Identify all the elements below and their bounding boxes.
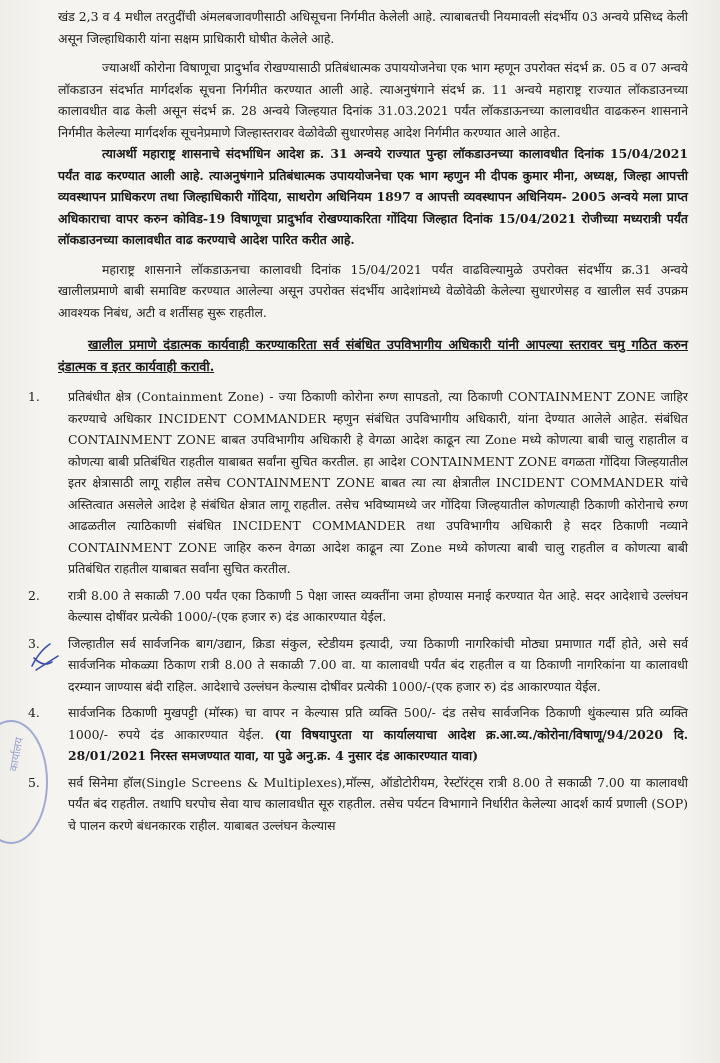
list-item — [28, 585, 688, 628]
item-number: 2. — [28, 587, 40, 603]
paragraph-intro: खंड 2,3 व 4 मधील तरतुदींची अंमलबजावणीसाठी अधिसूचना निर्गमीत केलेली आहे. त्याबाबतची नियमावली संदर्भीय 03 अन्वये प्रसिध्द केली असून जिल्हाधिकारी यांना सक्षम प्राधिकारी घोषीत केलेले आहे. — [58, 9, 688, 46]
item-bold-text: (या विषयापुरता या कार्यालयाचा आदेश क्र.आ.व्य./कोरोना/विषाणू/94/2020 दि. 28/01/2021 निरस्त समजण्यात यावा, या पुढे अनु.क्र. 4 नुसार दंड आकारण्यात यावा) — [68, 726, 689, 763]
paragraph-order: त्याअर्थी महाराष्ट्र शासनाचे संदर्भाधिन आदेश क्र. 31 अन्वये राज्यात पुन्हा लॉकडाउनच्या कालावधीत दिनांक 15/04/2021 पर्यंत वाढ करण्यात आली आहे. त्याअनुषंगाने प्रतिबंधात्मक उपाययोजनेचा एक भाग म्हणुन मी दीपक कुमार मीना, अध्यक्ष, जिल्हा आपत्ती व्यवस्थापन प्राधिकरण तथा जिल्हाधिकारी गोंदिया, साथरोग अधिनियम 1897 व आपत्ती व्यवस्थापन अधिनियम- 2005 अन्वये मला प्राप्त अधिकाराचा वापर करुन कोविड-19 विषाणूचा प्रादुर्भाव रोखण्याकरिता गोंदिया जिल्हात दिनांक 15/04/2021 रोजीच्या मध्यरात्री पर्यंत लॉकडाउनच्या कालावधीत वाढ करण्याचे आदेश पारित करीत आहे. — [58, 146, 688, 247]
item-text: सर्व सिनेमा हॉल(Single Screens & Multiplexes),मॉल्स, ऑडोटोरीयम, रेस्टॉरंट्स रात्री 8.00 ते सकाळी 7.00 या कालावधी पर्यंत बंद राहतील. तथापि घरपोच सेवा याच कालावधीत सूरु राहतील. तसेच पर्यटन विभागाने निर्धारीत केलेल्या आदर्श कार्य प्रणाली (SOP) चे पालन करणे बंधनकारक राहील. याबाबत उल्लंघन केल्यास — [68, 774, 688, 833]
paragraph-extension: महाराष्ट्र शासनाने लॉकडाऊनचा कालावधी दिनांक 15/04/2021 पर्यंत वाढविल्यामुळे उपरोक्त संदर्भीय क्र.31 अन्वये खालीलप्रमाणे बाबी समाविष्ट करण्यात आलेल्या असून उपरोक्त संदर्भीय आदेशांमध्ये वेळोवेळी केलेल्या सुधारणेसह व खालील सर्व उपक्रम आवश्यक निबंध, अटी व शर्तीसह सुरू राहतील. — [58, 261, 688, 320]
list-item — [28, 702, 689, 767]
item-number: 3. — [28, 635, 40, 651]
item-text: प्रतिबंधीत क्षेत्र (Containment Zone) - ज्या ठिकाणी कोरोना रुग्ण सापडतो, त्या ठिकाणी CONTAINMENT ZONE जाहिर करण्याचे अधिकार INCIDENT COMMANDER म्हणुन संबंधित उपविभागीय अधिकारी, यांना देण्यात आलेले आहेत. संबंधित CONTAINMENT ZONE बाबत उपविभागीय अधिकारी हे वेगळा आदेश काढून त्या Zone मध्ये कोणत्या बाबी चालु राहातील व कोणत्या बाबी प्रतिबंधित राहतील याबाबत सर्वांना सुचित करतील. हा आदेश CONTAINMENT ZONE वगळता गोंदिया जिल्हयातील इतर क्षेत्रासाठी लागू राहील तसेच CONTAINMENT ZONE बाबत त्या त्या क्षेत्रातील INCIDENT COMMANDER यांचे अस्तित्वात असलेले आदेश हे संबंधित क्षेत्रात लागू राहतील. तसेच भविष्यामध्ये जर गोंदिया जिल्हयातील कोणत्याही ठिकाणी कोरोनाचे रुग्ण आढळतील त्याठिकाणी संबंधित INCIDENT COMMANDER तथा उपविभागीय अधिकारी हे सदर ठिकाणी नव्याने CONTAINMENT ZONE जाहिर करुन वेगळा आदेश काढून त्या Zone मध्ये कोणत्या बाबी चालु राहतील व कोणत्या बाबी प्रतिबंधित राहतील याबाबत सर्वांना सुचित करतील. — [68, 389, 688, 576]
item-number: 4. — [28, 705, 40, 720]
list-item — [28, 386, 688, 580]
document-body — [28, 6, 689, 841]
section-heading: खालील प्रमाणे दंडात्मक कार्यवाही करण्याकरिता सर्व संबंधित उपविभागीय अधिकारी यांनी आपल्या स्तरावर चमु गठित करुन दंडात्मक व इतर कार्यवाही करावी. — [58, 338, 688, 375]
list-item — [28, 772, 688, 837]
item-text: सार्वजनिक ठिकाणी मुखपट्टी (मॉस्क) चा वापर न केल्यास प्रति व्यक्ति 500/- दंड तसेच सार्वजनिक ठिकाणी थुंकल्यास प्रति व्यक्ति 1000/- रुपये दंड आकारण्यात येईल. — [68, 705, 688, 742]
order-items-list — [28, 386, 689, 836]
item-text: जिल्हातील सर्व सार्वजनिक बाग/उद्यान, क्रिडा संकुल, स्टेडीयम इत्यादी, ज्या ठिकाणी नागरिकांची मोठ्या प्रमाणात गर्दी होते, असे सर्व सार्वजनिक मोकळ्या ठिकाण रात्री 8.00 ते सकाळी 7.00 वा. या कालावधी पर्यंत बंद राहतील व या ठिकाणी नागरिकांना या कालावधी दरम्यान जाण्यास बंदी राहिल. आदेशाचे उल्लंघन केल्यास दोषींवर प्रत्येकी 1000/-(एक हजार रु) दंड आकारण्यात येईल. — [68, 635, 688, 694]
list-item — [28, 633, 688, 698]
paragraph-whereas: ज्याअर्थी कोरोना विषाणूचा प्रादुर्भाव रोखण्यासाठी प्रतिबंधात्मक उपाययोजनेचा एक भाग म्हणून उपरोक्त संदर्भ क्र. 05 व 07 अन्वये लॉकडाउन संदर्भात मार्गदर्शक सूचना निर्गमीत करण्यात आली आहे. त्याअनुषंगाने संदर्भ क्र. 11 अन्वये महाराष्ट्र राज्यात लॉकडाउनच्या कालावधीत वाढ केली असून संदर्भ क्र. 28 अन्वये जिल्हयात दिनांक 31.03.2021 पर्यंत लॉकडाऊनच्या कालावधीत वाढकरुन शासनाने निर्गमीत केलेल्या मार्गदर्शक सूचनेप्रमाणे जिल्हास्तरावर वेळोवेळी सुधारणेसह आदेश निर्गमीत करण्यात आले आहेत. — [58, 60, 688, 140]
item-text: रात्री 8.00 ते सकाळी 7.00 पर्यंत एका ठिकाणी 5 पेक्षा जास्त व्यक्तींना जमा होण्यास मनाई करण्यात येत आहे. सदर आदेशाचे उल्लंघन केल्यास दोषींवर प्रत्येकी 1000/-(एक हजार रु) दंड आकारण्यात येईल. — [68, 587, 688, 624]
office-stamp-text: कार्यालय — [6, 736, 26, 773]
item-number: 1. — [28, 389, 40, 404]
item-number: 5. — [28, 774, 40, 790]
